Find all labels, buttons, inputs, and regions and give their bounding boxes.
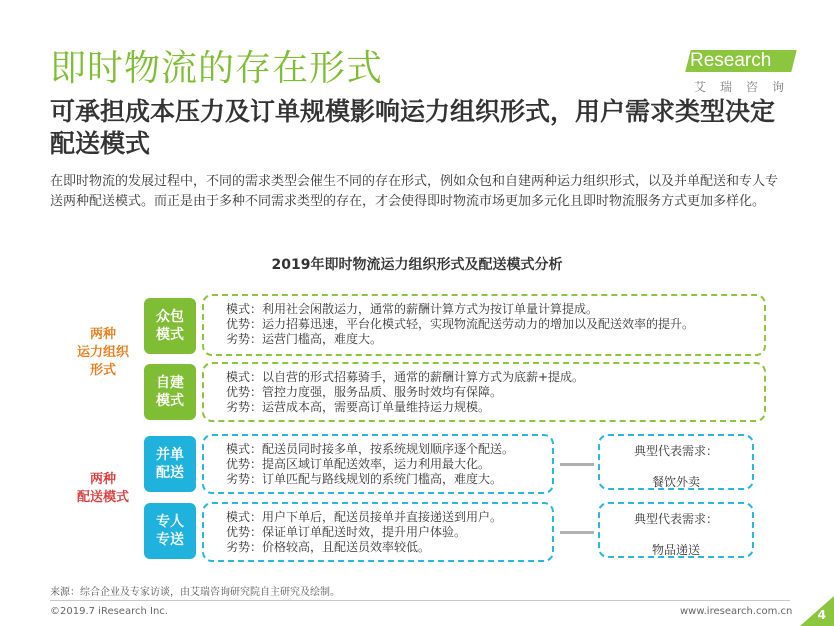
logo-word: Research — [690, 50, 772, 71]
group-label-line: 两种 — [89, 472, 116, 487]
side-value: 餐饮外卖 — [651, 475, 700, 489]
chart-title: 2019年即时物流运力组织形式及配送模式分析 — [271, 257, 563, 273]
group-label-delivery — [68, 471, 138, 507]
group-label-line: 形式 — [89, 363, 116, 378]
tag-line: 自建 — [156, 375, 184, 391]
desc-line: 模式：以自营的形式招募骑手，通常的薪酬计算方式为底薪+提成。 — [226, 370, 585, 384]
side-value: 物品递送 — [651, 543, 700, 557]
tag-crowdsourcing — [144, 298, 196, 354]
desc-box-merged-orders — [202, 434, 554, 494]
group-label-line: 运力组织 — [76, 345, 129, 360]
page-subtitle: 可承担成本压力及订单规模影响运力组织形式，用户需求类型决定配送模式 — [50, 97, 776, 158]
tag-line: 配送 — [156, 465, 184, 481]
desc-box-crowdsourcing — [202, 294, 766, 356]
group-label-capacity — [68, 326, 138, 380]
side-heading: 典型代表需求： — [633, 512, 718, 526]
desc-line: 模式：用户下单后，配送员接单并直接递送到用户。 — [226, 510, 503, 524]
desc-line: 优势：保证单订单配送时效，提升用户体验。 — [226, 525, 467, 539]
page-title: 即时物流的存在形式 — [50, 48, 384, 89]
source-note: 来源：综合企业及专家访谈，由艾瑞咨询研究院自主研究及绘制。 — [50, 587, 340, 598]
tag-line: 专人 — [156, 514, 184, 530]
desc-line: 优势：管控力度强，服务品质、服务时效均有保障。 — [226, 385, 503, 399]
group-label-line: 两种 — [89, 327, 116, 342]
side-box-dedicated-delivery — [598, 502, 754, 558]
desc-box-self-built — [202, 362, 766, 422]
connector-line — [560, 531, 594, 534]
desc-line: 劣势：运营成本高，需要高订单量维持运力规模。 — [226, 400, 491, 414]
intro-paragraph: 在即时物流的发展过程中，不同的需求类型会催生不同的存在形式，例如众包和自建两种运力组织形式，以及并单配送和专人专送两种配送模式。而正是由于多种不同需求类型的存在，才会使得即时物流市场更加多元化且即时物流服务方式更加多样化。 — [50, 174, 779, 209]
desc-line: 优势：提高区域订单配送效率，运力利用最大化。 — [226, 457, 491, 471]
connector-line — [560, 463, 594, 466]
tag-line: 模式 — [156, 393, 184, 409]
desc-line: 模式：配送员同时接多单，按系统规划顺序逐个配送。 — [226, 442, 515, 456]
copyright-text: ©2019.7 iResearch Inc. — [50, 606, 168, 617]
desc-line: 优势：运力招募迅速，平台化模式轻，实现物流配送劳动力的增加以及配送效率的提升。 — [226, 317, 695, 331]
iresearch-logo — [684, 42, 804, 100]
desc-line: 模式：利用社会闲散运力，通常的薪酬计算方式为按订单量计算提成。 — [226, 302, 599, 316]
logo-subtitle: 艾瑞咨询 — [694, 80, 799, 94]
page-number-badge — [800, 596, 834, 626]
tag-line: 模式 — [156, 327, 184, 343]
side-box-merged-orders — [598, 434, 754, 490]
desc-line: 劣势：价格较高，且配送员效率较低。 — [226, 540, 431, 554]
website-link[interactable]: www.iresearch.com.cn — [680, 606, 793, 617]
tag-line: 专送 — [156, 532, 184, 548]
tag-self-built — [144, 364, 196, 420]
footer-divider — [50, 600, 790, 601]
page-number: 4 — [817, 608, 826, 622]
tag-dedicated-delivery — [144, 503, 196, 559]
desc-line: 劣势：运营门槛高，难度大。 — [226, 332, 383, 346]
desc-box-dedicated-delivery — [202, 502, 554, 562]
tag-merged-orders — [144, 436, 196, 492]
tag-line: 众包 — [156, 309, 184, 325]
tag-line: 并单 — [156, 447, 184, 463]
desc-line: 劣势：订单匹配与路线规划的系统门槛高，难度大。 — [226, 472, 503, 486]
side-heading: 典型代表需求： — [633, 444, 718, 458]
group-label-line: 配送模式 — [76, 490, 129, 505]
